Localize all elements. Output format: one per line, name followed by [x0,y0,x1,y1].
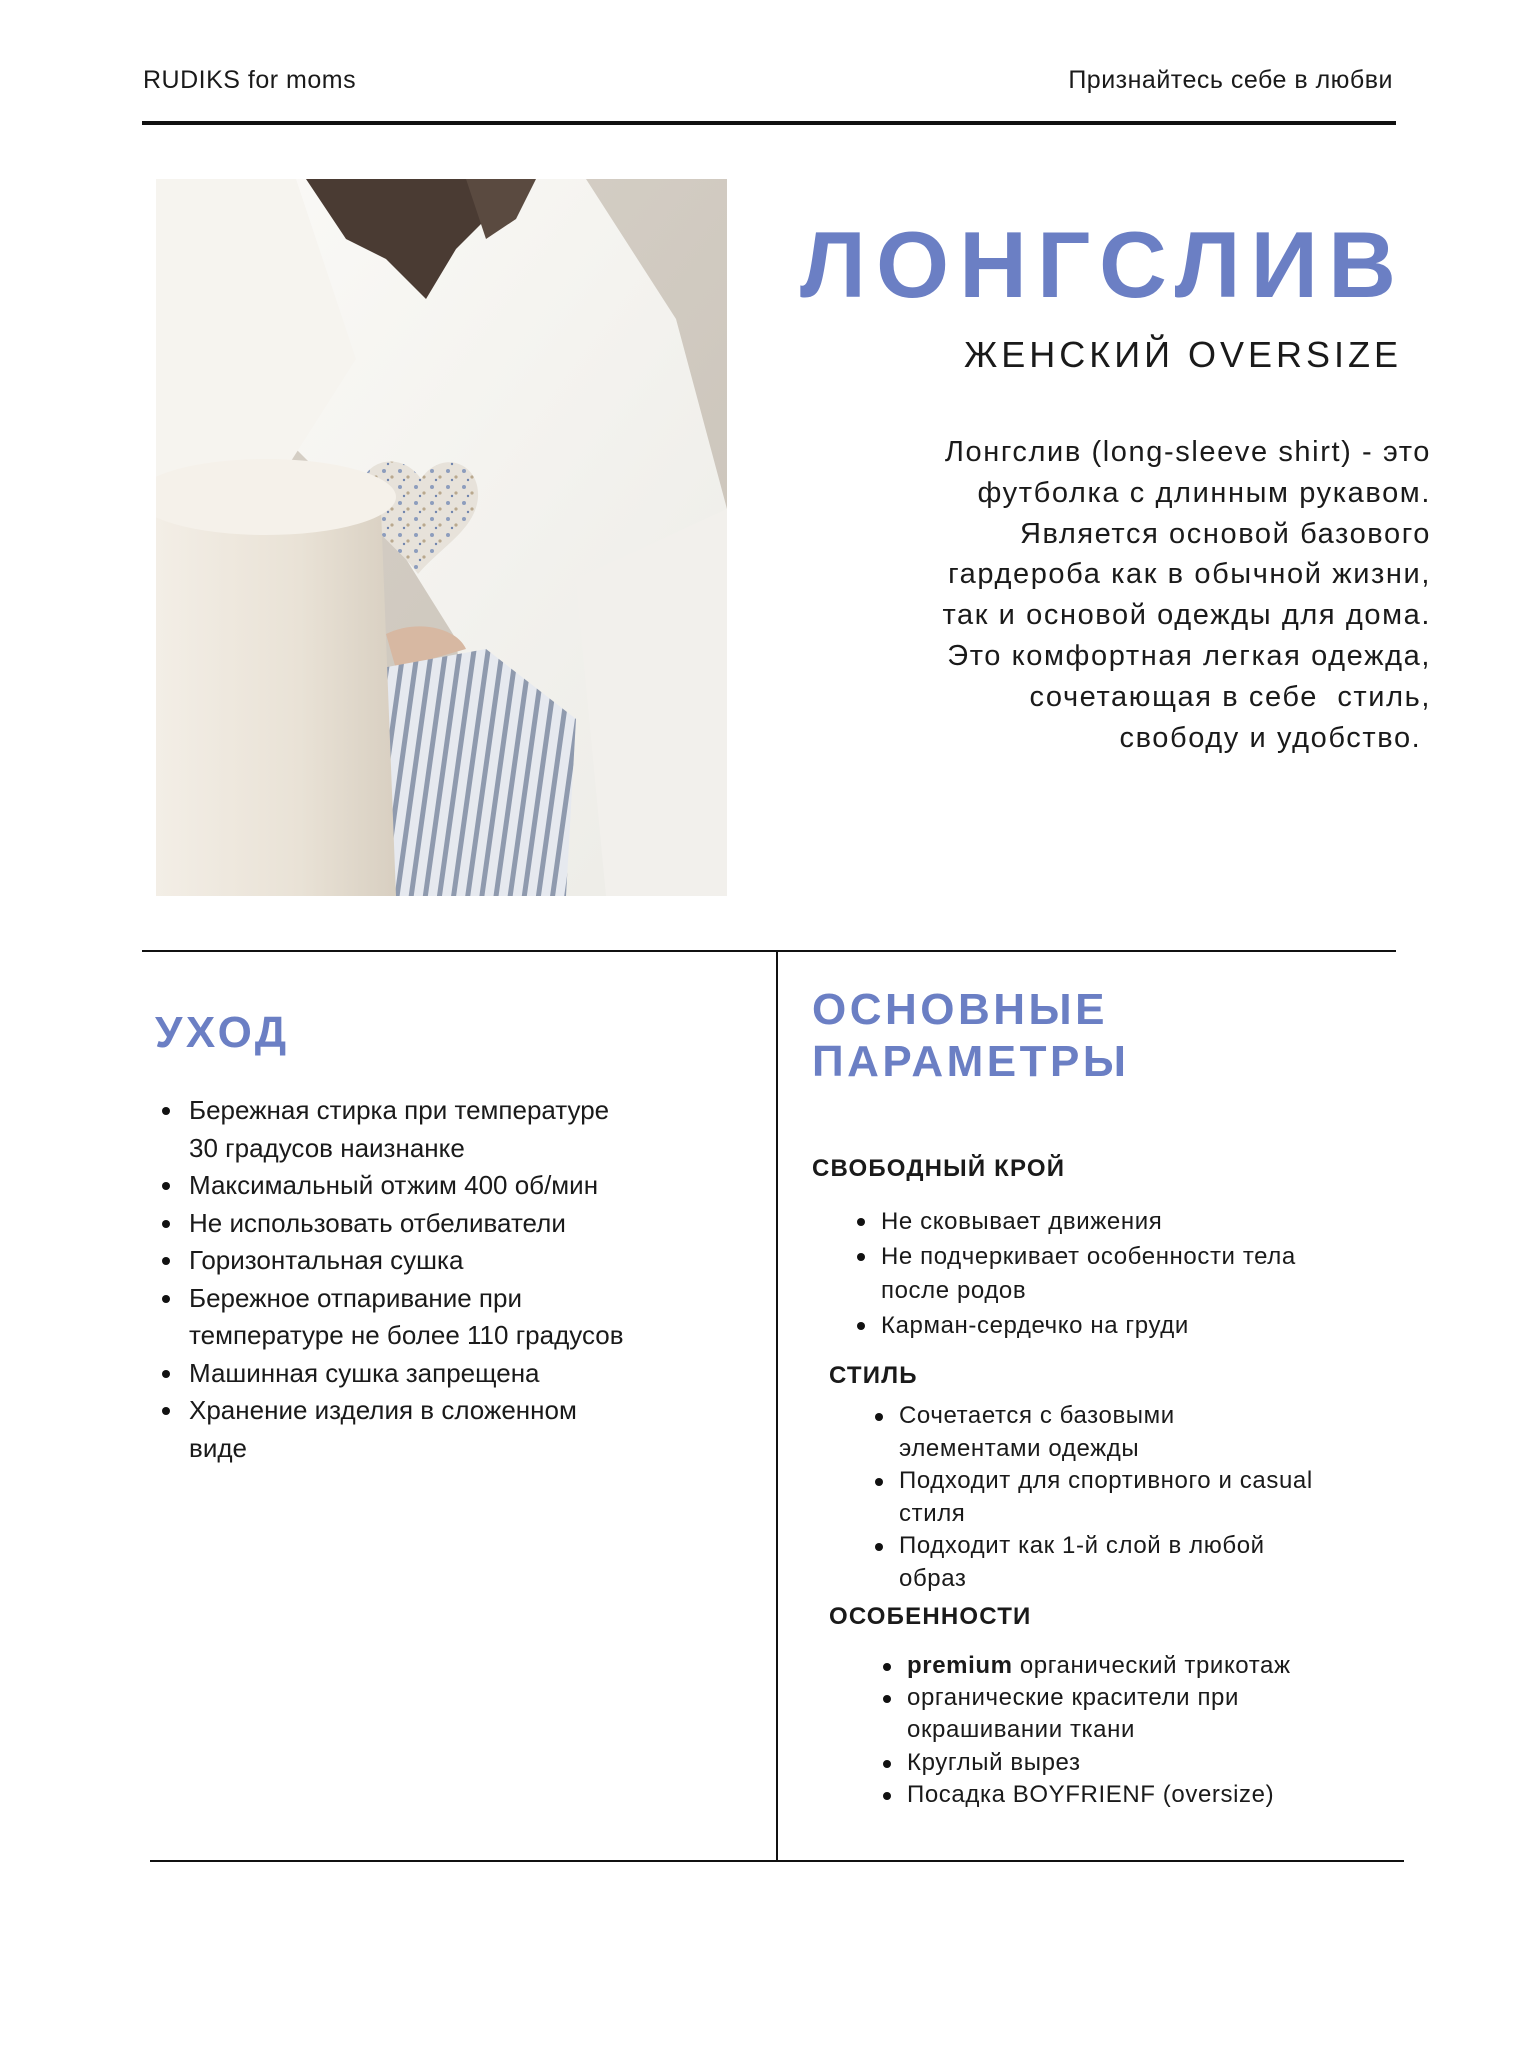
free-cut-heading: СВОБОДНЫЙ КРОЙ [812,1155,1066,1182]
style-list [875,1400,1315,1595]
list-item: Круглый вырез [883,1747,1343,1779]
description-line: Является основой базового [1019,517,1431,550]
list-item: Не сковывает движения [857,1205,1317,1240]
list-item: Бережная стирка при температуре 30 градусов наизнанке [162,1092,642,1167]
list-item: Бережное отпаривание при температуре не более 110 градусов [162,1280,642,1355]
slogan: Признайтесь себе в любви [1068,66,1393,94]
list-item: Карман-сердечко на груди [857,1309,1317,1344]
description-line: свободу и удобство. [1119,721,1431,754]
section-divider-top [142,950,1396,952]
features-heading: ОСОБЕННОСТИ [829,1603,1032,1630]
column-divider [776,950,778,1862]
list-item-text: органический трикотаж [1012,1652,1291,1679]
product-photo [156,179,727,896]
list-item: Посадка BOYFRIENF (oversize) [883,1779,1343,1811]
params-title [812,984,1129,1088]
list-item: Горизонтальная сушка [162,1242,642,1280]
care-title: УХОД [155,1008,290,1057]
description-line: футболка с длинным рукавом. [977,476,1431,509]
section-divider-bottom [150,1860,1404,1862]
free-cut-list [857,1205,1317,1343]
list-item: Не подчеркивает особенности тела после родов [857,1240,1317,1309]
list-item: Сочетается с базовыми элементами одежды [875,1400,1315,1465]
list-item: Максимальный отжим 400 об/мин [162,1167,642,1205]
description-line: Это комфортная легкая одежда, [947,639,1431,672]
list-item: Хранение изделия в сложенном виде [162,1392,642,1467]
description-line: сочетающая в себе стиль, [1029,680,1431,713]
features-list [883,1650,1343,1811]
premium-label: premium [907,1652,1013,1679]
list-item: органические красители при окрашивании ткани [883,1682,1343,1746]
params-title-line: ПАРАМЕТРЫ [812,1037,1130,1086]
header-divider [142,121,1396,125]
description-line: Лонгслив (long-sleeve shirt) - это [944,436,1431,468]
style-heading: СТИЛЬ [829,1362,918,1389]
brand-name: RUDIKS for moms [143,66,357,94]
description-line: так и основой одежды для дома. [942,599,1431,632]
care-list [162,1092,642,1467]
list-item: Машинная сушка запрещена [162,1355,642,1393]
list-item: Подходит как 1-й слой в любой образ [875,1530,1315,1595]
list-item [883,1650,1343,1682]
list-item: Не использовать отбеливатели [162,1205,642,1243]
params-title-line: ОСНОВНЫЕ [812,985,1108,1034]
product-title: ЛОНГСЛИВ [800,212,1406,317]
product-description [831,432,1431,758]
list-item: Подходит для спортивного и casual стиля [875,1465,1315,1530]
product-photo-illustration [156,179,727,896]
description-line: гардероба как в обычной жизни, [948,558,1431,591]
product-subtitle: ЖЕНСКИЙ OVERSIZE [963,334,1402,375]
